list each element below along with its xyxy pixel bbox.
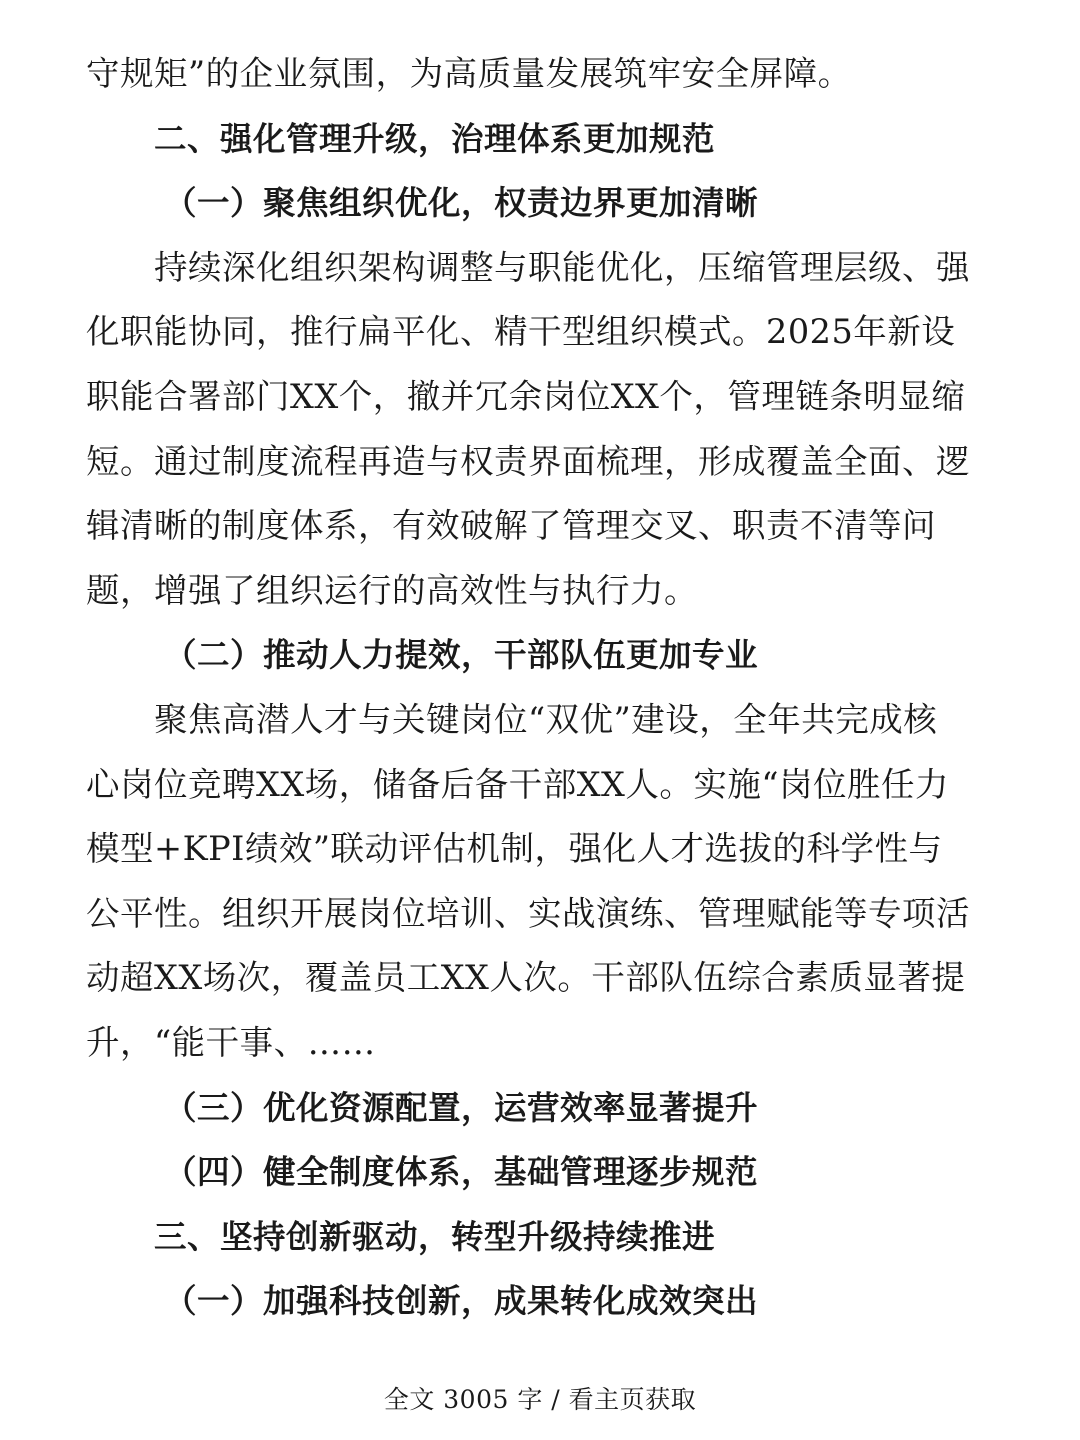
subsection-heading: （二）推动人力提效，干部队伍更加专业 [164,636,759,675]
paragraph-line: 心岗位竞聘XX场，储备后备干部XX人。实施“岗位胜任力 [86,764,950,804]
subsection-heading: （一）聚焦组织优化，权责边界更加清晰 [164,184,759,223]
paragraph-line: 持续深化组织架构调整与职能优化，压缩管理层级、强 [154,247,970,287]
paragraph-line: 辑清晰的制度体系，有效破解了管理交叉、职责不清等问 [86,506,936,546]
section-heading: 二、强化管理升级，治理体系更加规范 [154,119,716,158]
paragraph-line: 守规矩”的企业氛围，为高质量发展筑牢安全屏障。 [86,54,852,93]
document-body [86,42,994,1334]
subsection-heading: （四）健全制度体系，基础管理逐步规范 [164,1153,759,1192]
paragraph-line: 动超XX场次，覆盖员工XX人次。干部队伍综合素质显著提 [86,958,966,998]
paragraph-line: 模型+KPI绩效”联动评估机制，强化人才选拔的科学性与 [86,829,943,869]
section-heading: 三、坚持创新驱动，转型升级持续推进 [154,1217,716,1256]
paragraph-line: 公平性。组织开展岗位培训、实战演练、管理赋能等专项活 [86,893,970,933]
paragraph-line: 题，增强了组织运行的高效性与执行力。 [86,570,698,610]
subsection-heading: （三）优化资源配置，运营效率显著提升 [164,1088,759,1127]
subsection-heading: （一）加强科技创新，成果转化成效突出 [164,1282,759,1321]
paragraph-line: 职能合署部门XX个，撤并冗余岗位XX个，管理链条明显缩 [86,376,966,416]
paragraph-line: 化职能协同，推行扁平化、精干型组织模式。2025年新设 [86,312,956,352]
paragraph-line: 聚焦高潜人才与关键岗位“双优”建设，全年共完成核 [154,699,938,739]
paragraph-line: 升，“能干事、…… [86,1022,376,1062]
paragraph-line: 短。通过制度流程再造与权责界面梳理，形成覆盖全面、逻 [86,441,970,481]
word-count-footer: 全文 3005 字 / 看主页获取 [383,1385,697,1414]
